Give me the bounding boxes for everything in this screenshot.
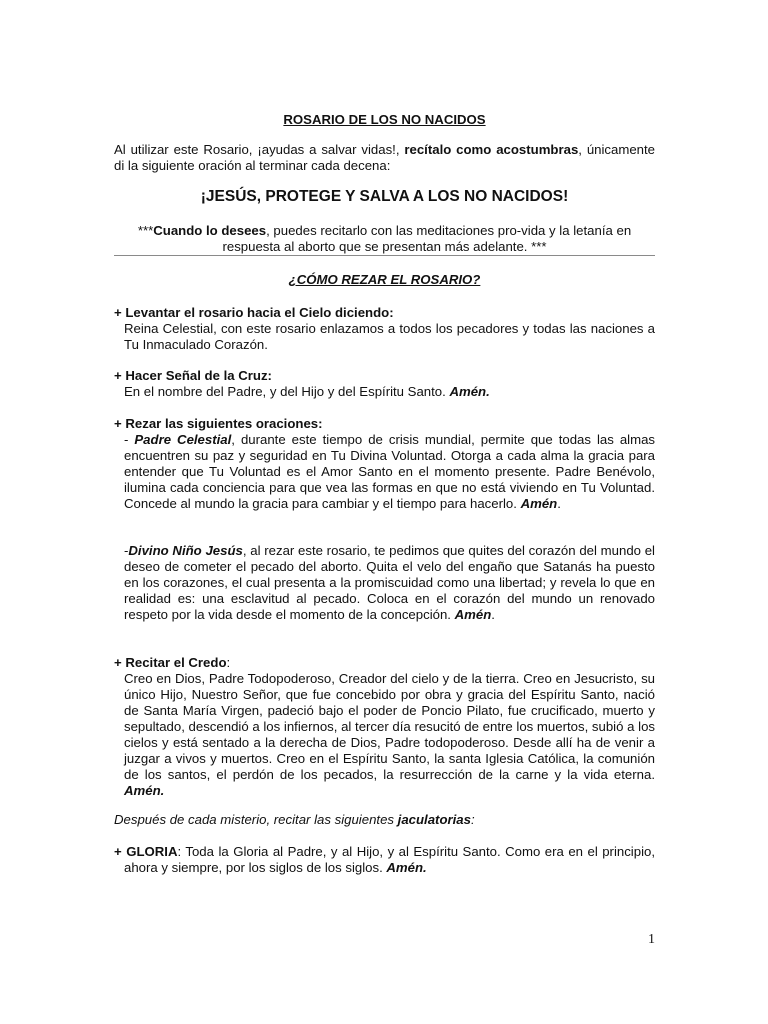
prayer-dash: -: [124, 432, 135, 447]
after-mystery-text: Después de cada misterio, recitar las siguientes: [114, 812, 398, 827]
after-mystery-bold: jaculatorias: [397, 812, 471, 827]
howto-title: ¿CÓMO REZAR EL ROSARIO?: [288, 272, 481, 287]
section-creed-heading: + Recitar el Credo: [114, 655, 227, 670]
intro-text-end: , únicamente di la siguiente oración al terminar cada decena:: [114, 142, 656, 173]
section-cross-amen: Amén.: [449, 384, 490, 399]
prayer-padre-name: Padre Celestial: [134, 432, 232, 447]
prayer-nino-text: , al rezar este rosario, te pedimos que quites del corazón del mundo el deseo de cometer el pecado del aborto. Quita el velo del engaño que Satanás ha puesto en los corazones, el cual presenta a la promiscuidad como una libertad; y revela lo que en realidad es: una esclavitud al pecado. Coloca en el corazón del mundo un renovado respeto por la vida desde el momento de la concepción.: [124, 543, 655, 622]
prayer-padre-celestial: [114, 432, 655, 512]
section-creed-body: [114, 671, 655, 799]
after-mystery-end: :: [470, 812, 475, 827]
intro-bold: recítalo como acostumbras: [404, 142, 579, 157]
note-text: , puedes recitarlo con las meditaciones pro-vida y la letanía en respuesta al aborto que se presentan más adelante. ***: [222, 223, 632, 254]
section-raise: [114, 305, 655, 353]
prayer-nino-end: .: [491, 607, 495, 622]
prayer-padre-text: , durante este tiempo de crisis mundial, permite que todas las almas encuentren su paz y seguridad en Tu Divina Voluntad. Otorga a cada alma la gracia para entender que Tu Voluntad es el Amor Santo en el momento presente. Padre Benévolo, ilumina cada conciencia para que vea las formas en que no está viviendo en Tu Voluntad. Concede al mundo la gracia para cambiar y el tiempo para hacerlo.: [124, 432, 655, 511]
prayer-padre-end: .: [557, 496, 561, 511]
prayer-nino-name: Divino Niño Jesús: [128, 543, 243, 558]
section-raise-text: Reina Celestial, con este rosario enlazamos a todos los pecadores y todas las naciones a Tu Inmaculado Corazón.: [124, 321, 655, 352]
section-creed-text: Creo en Dios, Padre Todopoderoso, Creador del cielo y de la tierra. Creo en Jesucristo, su único Hijo, Nuestro Señor, que fue concebido por obra y gracia del Espíritu Santo, nació de Santa María Virgen, padeció bajo el poder de Poncio Pilato, fue crucificado, muerto y sepultado, descendió a los infiernos, al tercer día resucitó de entre los muertos, subió a los cielos y está sentado a la derecha de Dios, Padre todopoderoso. Desde allí ha de venir a juzgar a vivos y muertos. Creo en el Espíritu Santo, la santa Iglesia Católica, la comunión de los santos, el perdón de los pecados, la resurrección de la carne y la vida eterna.: [124, 671, 655, 782]
section-gloria: [114, 844, 655, 876]
section-creed-colon: :: [226, 655, 231, 670]
section-prayers: [114, 416, 655, 512]
after-mystery-line: [114, 812, 655, 828]
document-title: ROSARIO DE LOS NO NACIDOS: [283, 112, 486, 127]
note-paragraph: [114, 223, 655, 255]
intro-text: Al utilizar este Rosario, ¡ayudas a salvar vidas!,: [114, 142, 405, 157]
gloria-amen: Amén.: [386, 860, 427, 875]
prayer-nino-jesus-block: [114, 543, 655, 623]
page-number: 1: [648, 932, 655, 947]
divider-line: [114, 255, 655, 256]
gloria-text: : Toda la Gloria al Padre, y al Hijo, y al Espíritu Santo. Como era en el principio, ahora y siempre, por los siglos de los siglos.: [124, 844, 655, 875]
note-bold: Cuando lo desees: [153, 223, 267, 238]
prayer-dash: -: [124, 543, 129, 558]
gloria-name: GLORIA: [126, 844, 178, 859]
section-creed: [114, 655, 655, 799]
section-cross-heading: + Hacer Señal de la Cruz:: [114, 368, 272, 383]
main-prayer: ¡JESÚS, PROTEGE Y SALVA A LOS NO NACIDOS!: [200, 188, 569, 205]
prayer-nino-amen: Amén: [454, 607, 492, 622]
intro-paragraph: [114, 142, 655, 174]
prayer-nino-jesus: [114, 543, 655, 623]
prayer-padre-amen: Amén: [520, 496, 558, 511]
section-cross: [114, 368, 655, 400]
gloria-plus: +: [114, 844, 127, 859]
section-prayers-heading: + Rezar las siguientes oraciones:: [114, 416, 323, 431]
section-creed-amen: Amén.: [124, 783, 165, 798]
section-raise-heading: + Levantar el rosario hacia el Cielo diciendo:: [114, 305, 394, 320]
note-prefix: ***: [137, 223, 154, 238]
section-cross-text: En el nombre del Padre, y del Hijo y del Espíritu Santo.: [124, 384, 450, 399]
